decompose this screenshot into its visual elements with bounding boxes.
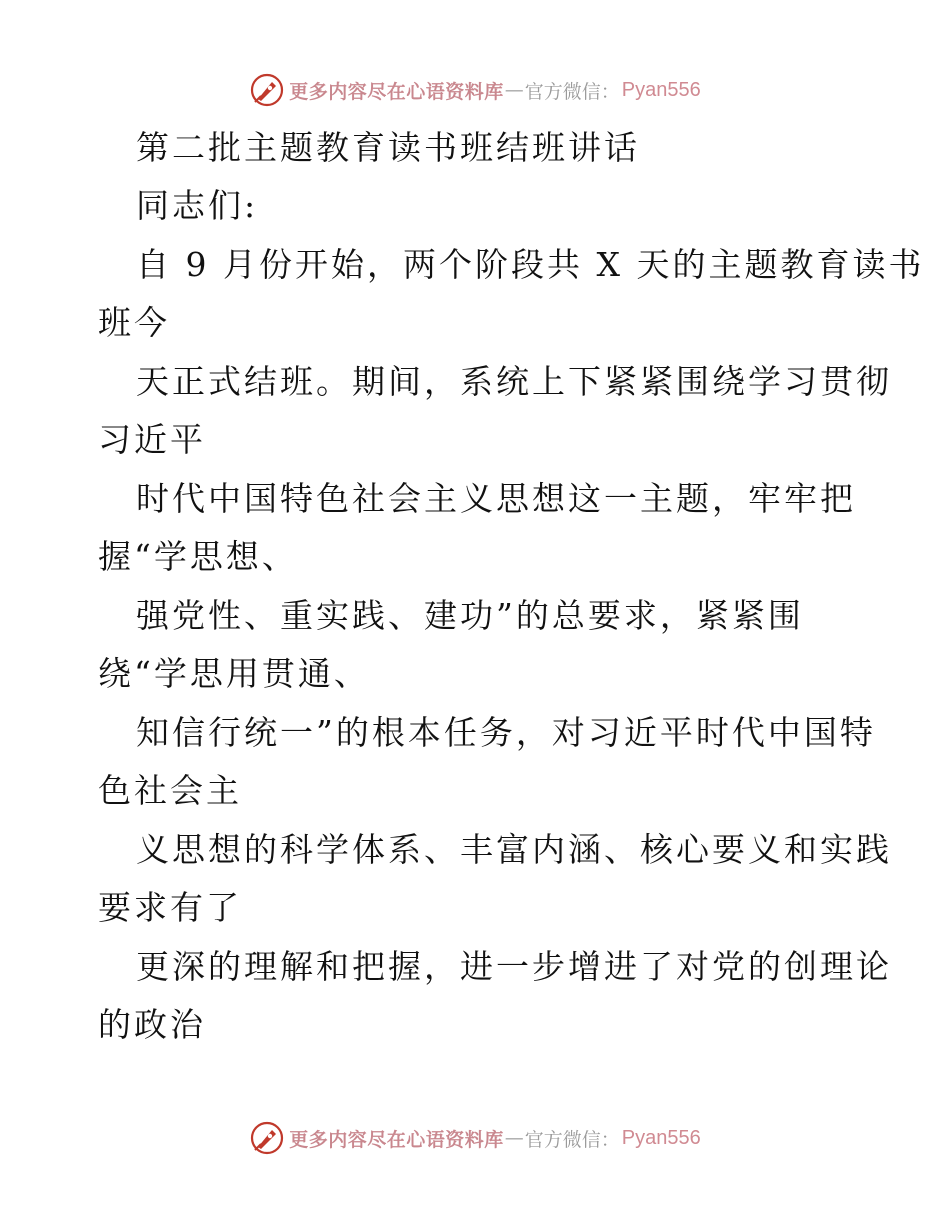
document-title: 第二批主题教育读书班结班讲话	[136, 128, 640, 167]
body-line: 的政治	[98, 1005, 206, 1044]
body-line: 要求有了	[98, 888, 242, 927]
watermark-dash: —	[504, 79, 524, 101]
watermark-dash: —	[504, 1127, 524, 1149]
watermark-main-text: 更多内容尽在心语资料库	[289, 1128, 504, 1151]
pen-nib-logo-icon	[249, 72, 285, 108]
watermark-label: 官方微信：	[524, 1128, 620, 1151]
watermark-banner-bottom	[0, 1118, 950, 1158]
body-line: 习近平	[98, 420, 206, 459]
watermark-banner-top	[0, 70, 950, 110]
salutation: 同志们:	[136, 186, 259, 225]
watermark-wechat-id: Pyan556	[621, 78, 701, 101]
body-line: 义思想的科学体系、丰富内涵、核心要义和实践	[136, 830, 892, 869]
body-line: 强党性、重实践、建功”的总要求，紧紧围	[136, 596, 804, 635]
pen-nib-logo-icon	[249, 1120, 285, 1156]
body-line: 时代中国特色社会主义思想这一主题，牢牢把	[136, 479, 856, 518]
body-line: 自 9 月份开始，两个阶段共 X 天的主题教育读书	[136, 245, 925, 284]
body-line: 天正式结班。期间，系统上下紧紧围绕学习贯彻	[136, 362, 892, 401]
body-line: 班今	[98, 303, 170, 342]
body-line: 知信行统一”的根本任务，对习近平时代中国特	[136, 713, 876, 752]
watermark-wechat-id: Pyan556	[621, 1126, 701, 1149]
body-line: 更深的理解和把握，进一步增进了对党的创理论	[136, 947, 892, 986]
body-line: 绕“学思用贯通、	[98, 654, 370, 693]
watermark-label: 官方微信：	[524, 80, 620, 103]
watermark-main-text: 更多内容尽在心语资料库	[289, 80, 504, 103]
body-line: 色社会主	[98, 771, 242, 810]
body-line: 握“学思想、	[98, 537, 298, 576]
